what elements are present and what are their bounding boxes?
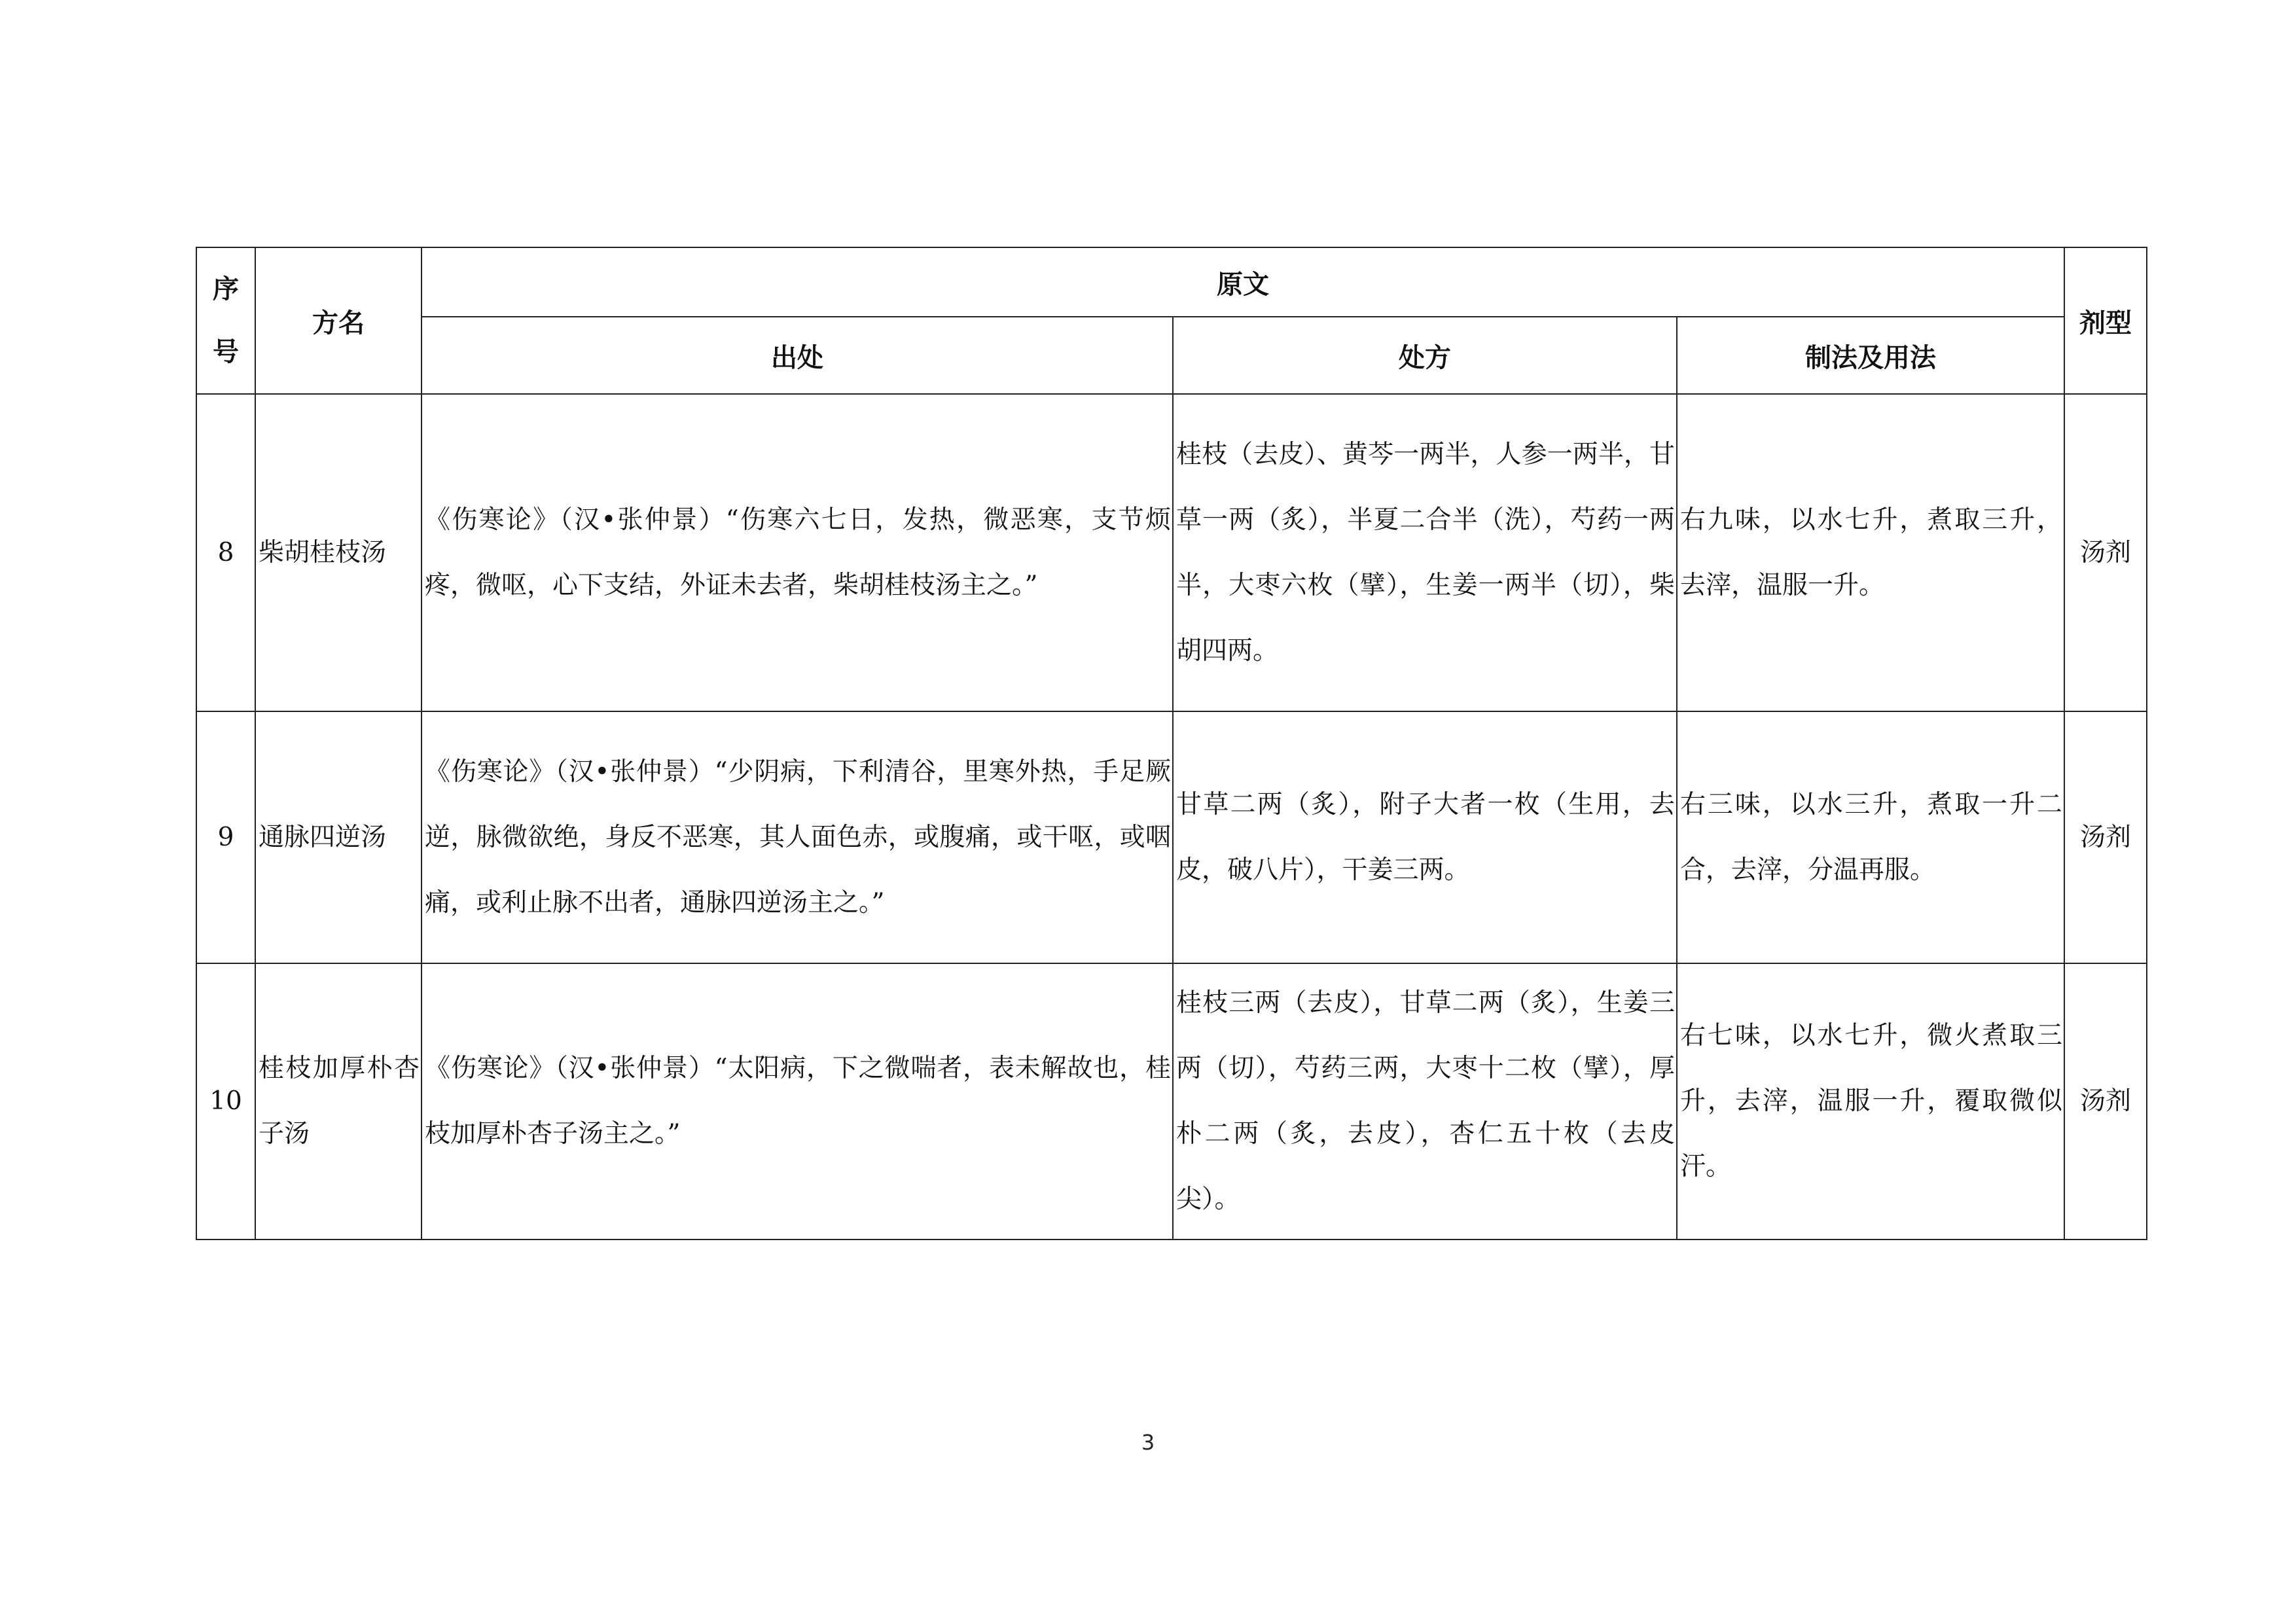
- row-dosage-form: 汤剂: [2064, 394, 2147, 711]
- header-method: 制法及用法: [1677, 317, 2064, 394]
- header-prescription: 处方: [1173, 317, 1677, 394]
- header-dosage-form: 剂型: [2064, 247, 2147, 394]
- header-seq-line2: 号: [213, 337, 239, 367]
- row-method: 右三味，以水三升，煮取一升二合，去滓，分温再服。: [1677, 711, 2064, 963]
- row-source: 《伤寒论》（汉•张仲景）“少阴病，下利清谷，里寒外热，手足厥逆，脉微欲绝，身反不恶寒，其人面色赤，或腹痛，或干呕，或咽痛，或利止脉不出者，通脉四逆汤主之。”: [422, 711, 1173, 963]
- row-method: 右七味，以水七升，微火煮取三升，去滓，温服一升，覆取微似汗。: [1677, 963, 2064, 1240]
- row-formula-name: 桂枝加厚朴杏子汤: [255, 963, 422, 1240]
- header-source: 出处: [422, 317, 1173, 394]
- table-row: [196, 711, 2147, 963]
- row-source: 《伤寒论》（汉•张仲景）“伤寒六七日，发热，微恶寒，支节烦疼，微呕，心下支结，外证未去者，柴胡桂枝汤主之。”: [422, 394, 1173, 711]
- table-row: [196, 394, 2147, 711]
- row-prescription: 桂枝（去皮）、黄芩一两半，人参一两半，甘草一两（炙），半夏二合半（洗），芍药一两半，大枣六枚（擘），生姜一两半（切），柴胡四两。: [1173, 394, 1677, 711]
- header-original: 原文: [422, 247, 2064, 317]
- header-name: 方名: [255, 247, 422, 394]
- row-seq: 8: [196, 394, 255, 711]
- row-prescription: 甘草二两（炙），附子大者一枚（生用，去皮，破八片），干姜三两。: [1173, 711, 1677, 963]
- row-seq: 9: [196, 711, 255, 963]
- row-formula-name: 通脉四逆汤: [255, 711, 422, 963]
- page-number: 3: [1141, 1430, 1155, 1455]
- row-dosage-form: 汤剂: [2064, 963, 2147, 1240]
- row-prescription: 桂枝三两（去皮），甘草二两（炙），生姜三两（切），芍药三两，大枣十二枚（擘），厚朴二两（炙，去皮），杏仁五十枚（去皮尖）。: [1173, 963, 1677, 1240]
- header-seq-line1: 序: [213, 274, 239, 304]
- row-dosage-form: 汤剂: [2064, 711, 2147, 963]
- header-seq: [196, 247, 255, 394]
- row-source: 《伤寒论》（汉•张仲景）“太阳病，下之微喘者，表未解故也，桂枝加厚朴杏子汤主之。”: [422, 963, 1173, 1240]
- header-row-sub: [196, 317, 2147, 394]
- formula-table: [196, 247, 2147, 1240]
- row-method: 右九味，以水七升，煮取三升，去滓，温服一升。: [1677, 394, 2064, 711]
- table-row: [196, 963, 2147, 1240]
- row-formula-name: 柴胡桂枝汤: [255, 394, 422, 711]
- header-row-top: [196, 247, 2147, 317]
- row-seq: 10: [196, 963, 255, 1240]
